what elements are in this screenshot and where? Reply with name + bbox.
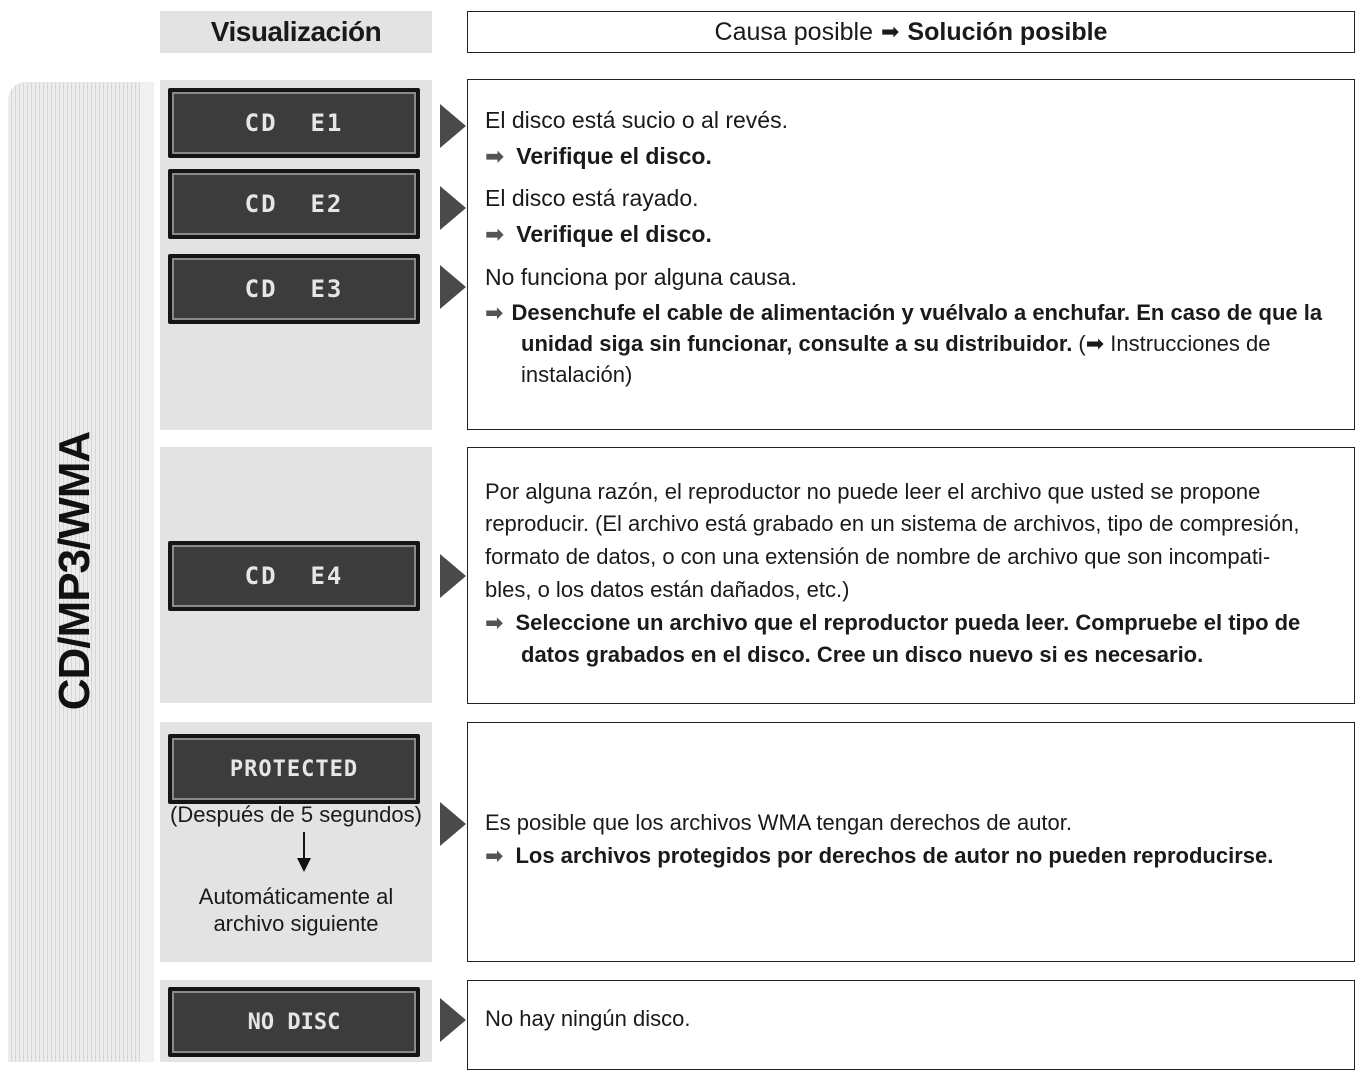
column-header-display-label: Visualización bbox=[210, 16, 382, 47]
side-band-shadow bbox=[140, 82, 154, 1062]
cause-text-e4-4: bles, o los datos están dañados, etc.) bbox=[485, 577, 850, 602]
lcd-display-cd-e3 bbox=[168, 254, 420, 324]
column-header-display bbox=[160, 11, 432, 53]
solution-text-e2: Verifique el disco. bbox=[516, 221, 712, 247]
cause-text-protected: Es posible que los archivos WMA tengan derechos de autor. bbox=[485, 810, 1073, 835]
cause-text-e4-1: Por alguna razón, el reproductor no puede leer el archivo que usted se propone bbox=[485, 479, 1261, 504]
protected-auto-note-2: archivo siguiente bbox=[213, 911, 379, 936]
solution-text-e3-3: instalación) bbox=[521, 362, 633, 387]
right-arrow-icon: ➡ bbox=[485, 843, 504, 868]
solution-e1 bbox=[485, 140, 712, 172]
solution-text-e4-2: datos grabados en el disco. Cree un disco nuevo si es necesario. bbox=[521, 642, 1204, 667]
solution-text-e3-1: Desenchufe el cable de alimentación y vuélvalo a enchufar. En caso de que la bbox=[511, 300, 1323, 325]
lcd-text: CD E1 bbox=[172, 92, 416, 154]
right-arrow-icon: ➡ bbox=[485, 143, 505, 169]
lcd-display-cd-e4 bbox=[168, 541, 420, 611]
solution-e3-line1 bbox=[485, 297, 1322, 329]
lcd-display-no-disc bbox=[168, 987, 420, 1057]
solution-text-e3-2-ref: (➡ Instrucciones de bbox=[1072, 331, 1271, 356]
column-header-solution-label: Solución posible bbox=[907, 17, 1108, 46]
solution-text-e1: Verifique el disco. bbox=[516, 143, 712, 169]
protected-auto-note-1: Automáticamente al bbox=[198, 884, 394, 909]
lcd-display-cd-e2 bbox=[168, 169, 420, 239]
solution-text-protected: Los archivos protegidos por derechos de autor no pueden reproducirse. bbox=[515, 843, 1274, 868]
lcd-text: CD E4 bbox=[172, 545, 416, 607]
pointer-arrow-icon bbox=[440, 998, 466, 1042]
solution-text-e3-2: unidad siga sin funcionar, consulte a su distribuidor. bbox=[521, 331, 1073, 356]
protected-delay-note: (Después de 5 segundos) bbox=[170, 802, 422, 827]
column-header-cause-label: Causa posible bbox=[714, 17, 873, 46]
lcd-text: CD E3 bbox=[172, 258, 416, 320]
pointer-arrow-icon bbox=[440, 186, 466, 230]
right-arrow-icon: ➡ bbox=[485, 221, 505, 247]
right-arrow-icon: ➡ bbox=[880, 19, 900, 44]
lcd-display-protected bbox=[168, 734, 420, 804]
solution-protected bbox=[485, 840, 1273, 872]
down-arrow-icon bbox=[297, 858, 311, 872]
lcd-text: PROTECTED bbox=[172, 738, 416, 800]
down-arrow-shaft bbox=[303, 832, 305, 860]
cause-text-e3: No funciona por alguna causa. bbox=[485, 264, 797, 290]
solution-e4-line1 bbox=[485, 607, 1300, 639]
right-arrow-icon: ➡ bbox=[485, 610, 504, 635]
solution-e2 bbox=[485, 218, 712, 250]
lcd-text: CD E2 bbox=[172, 173, 416, 235]
lcd-display-cd-e1 bbox=[168, 88, 420, 158]
cause-text-e4-3: formato de datos, o con una extensión de nombre de archivo que son incompati- bbox=[485, 544, 1271, 569]
cause-text-e1: El disco está sucio o al revés. bbox=[485, 107, 788, 133]
solution-text-e4-1: Seleccione un archivo que el reproductor pueda leer. Compruebe el tipo de bbox=[515, 610, 1301, 635]
column-header-cause-solution bbox=[467, 11, 1355, 53]
side-category-label: CD/MP3/WMA bbox=[50, 431, 99, 711]
pointer-arrow-icon bbox=[440, 554, 466, 598]
pointer-arrow-icon bbox=[440, 802, 466, 846]
lcd-text: NO DISC bbox=[172, 991, 416, 1053]
solution-e3-line2 bbox=[521, 328, 1271, 360]
pointer-arrow-icon bbox=[440, 104, 466, 148]
pointer-arrow-icon bbox=[440, 265, 466, 309]
right-arrow-icon: ➡ bbox=[485, 300, 504, 325]
cause-text-nodisc: No hay ningún disco. bbox=[485, 1006, 691, 1031]
cause-text-e4-2: reproducir. (El archivo está grabado en un sistema de archivos, tipo de compresión, bbox=[485, 511, 1300, 536]
cause-text-e2: El disco está rayado. bbox=[485, 185, 699, 211]
